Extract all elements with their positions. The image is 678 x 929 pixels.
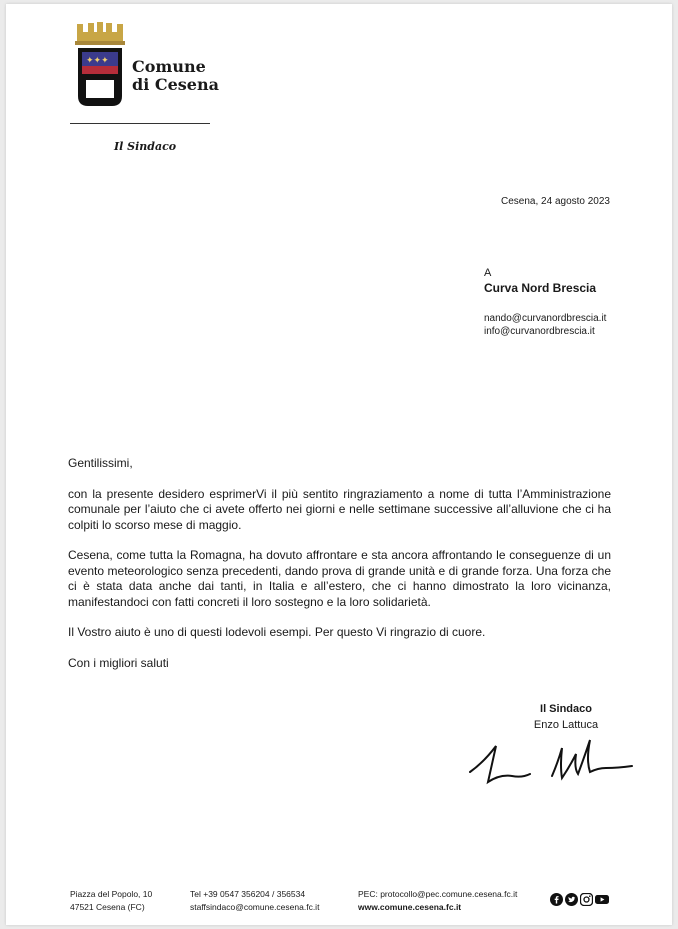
comune-name-line1: Comune <box>132 57 206 76</box>
letter-body <box>68 456 611 686</box>
paragraph-1: con la presente desidero esprimerVi il più sentito ringraziamento a nome di tutta l’Amministrazione comunale per l’aiuto che ci avete offerto nei giorni e nelle settimane successive all’alluvione che ci ha colpiti lo scorso mese di maggio. <box>68 486 611 532</box>
social-icons <box>550 893 609 906</box>
footer-tel: Tel +39 0547 356204 / 356534 <box>190 889 306 899</box>
recipient-emails <box>484 312 606 338</box>
cesena-crest-logo <box>72 22 128 112</box>
footer-address <box>70 888 152 913</box>
letter-page <box>6 4 672 925</box>
recipient-prefix: A <box>484 267 492 279</box>
footer-web <box>358 888 517 913</box>
signer-title: Il Sindaco <box>540 703 592 715</box>
footer-pec[interactable]: PEC: protocollo@pec.comune.cesena.fc.it <box>358 889 518 899</box>
twitter-icon[interactable] <box>565 893 578 906</box>
recipient-email-1: nando@curvanordbrescia.it <box>484 313 607 324</box>
footer-address-line2: 47521 Cesena (FC) <box>70 901 145 912</box>
salutation: Gentilissimi, <box>68 456 133 470</box>
youtube-icon[interactable] <box>595 893 609 906</box>
facebook-icon[interactable] <box>550 893 563 906</box>
signer-name: Enzo Lattuca <box>533 719 599 731</box>
footer-website[interactable]: www.comune.cesena.fc.it <box>358 901 462 912</box>
footer-contact <box>190 888 319 913</box>
footer-address-line1: Piazza del Popolo, 10 <box>70 889 153 899</box>
instagram-icon[interactable] <box>580 893 593 906</box>
recipient-email-2: info@curvanordbrescia.it <box>484 326 595 337</box>
footer-email[interactable]: staffsindaco@comune.cesena.fc.it <box>190 901 320 912</box>
paragraph-2: Cesena, come tutta la Romagna, ha dovuto affrontare e sta ancora affrontando le conseguenze di un evento meteorologico senza precedenti, dando prova di grande unità e di grande forza. Una forza che ci è stata data anche dai tanti, in Italia e all’estero, che ci hanno dimostrato la loro vicinanza, manifestandoci con fatti concreti il loro sostegno e la loro solidarietà. <box>68 548 611 609</box>
office-title: Il Sindaco <box>114 140 177 153</box>
letter-date: Cesena, 24 agosto 2023 <box>501 196 610 207</box>
recipient-name: Curva Nord Brescia <box>484 281 597 295</box>
comune-name-line2: di Cesena <box>132 75 219 94</box>
comune-name <box>132 58 219 94</box>
paragraph-3: Il Vostro aiuto è uno di questi lodevoli esempi. Per questo Vi ringrazio di cuore. <box>68 625 486 639</box>
svg-text:✦✦✦: ✦✦✦ <box>86 56 109 66</box>
closing: Con i migliori saluti <box>68 655 169 670</box>
recipient-block <box>484 266 596 296</box>
handwritten-signature <box>466 728 636 790</box>
header-divider <box>70 123 210 124</box>
